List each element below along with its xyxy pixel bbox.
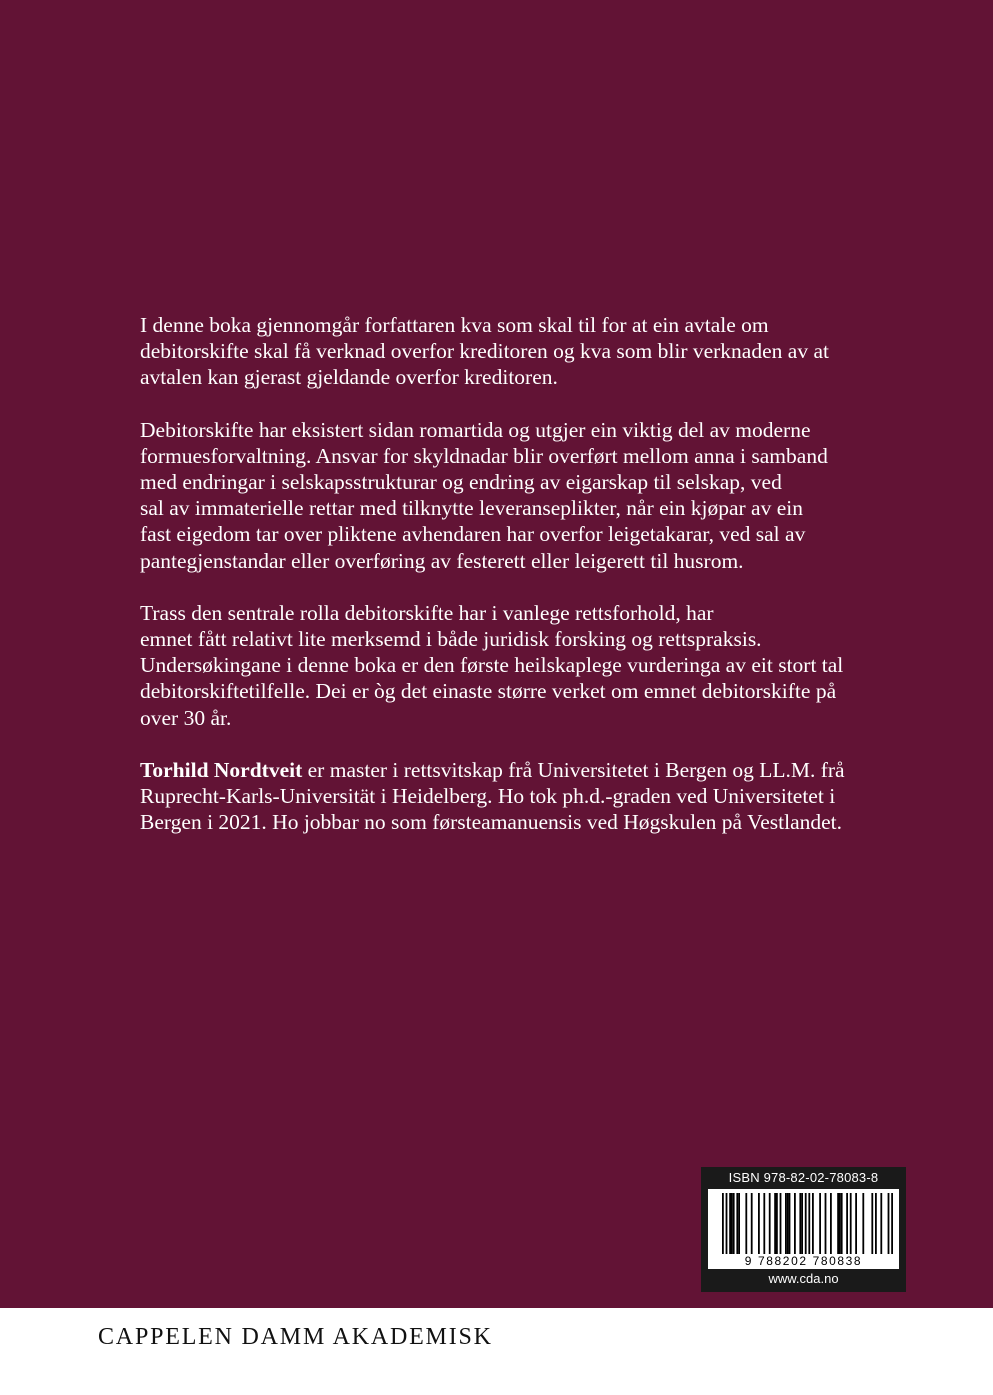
text-line [140, 757, 880, 783]
text-line: formuesforvaltning. Ansvar for skyldnadar blir overført mellom anna i samband [140, 443, 828, 468]
barcode-bar [846, 1193, 848, 1255]
barcode-bar [850, 1193, 852, 1255]
barcode-bar [830, 1193, 832, 1255]
barcode-bar [738, 1193, 740, 1255]
barcode-bar [862, 1193, 864, 1255]
author-bio [140, 757, 880, 836]
text-line: Ruprecht-Karls-Universität i Heidelberg. Ho tok ph.d.-graden ved Universitetet i [140, 784, 836, 809]
barcode-bar [808, 1193, 810, 1263]
barcode-bar [776, 1193, 778, 1255]
barcode-bar [805, 1193, 807, 1263]
barcode-bar [780, 1193, 782, 1255]
barcode-bar [875, 1193, 877, 1255]
blurb-paragraph-3 [140, 600, 880, 731]
isbn-barcode-box [701, 1167, 906, 1292]
isbn-label: ISBN 978-82-02-78083-8 [728, 1170, 879, 1185]
barcode-bar [745, 1193, 747, 1255]
barcode-bar [794, 1193, 796, 1255]
barcode-bar [763, 1193, 765, 1255]
barcode-digits: 9 788202 780838 [708, 1254, 899, 1269]
text-line: Trass den sentrale rolla debitorskifte har i vanlege rettsforhold, har [140, 600, 714, 625]
barcode-bar [736, 1193, 738, 1255]
barcode-bar [722, 1193, 724, 1263]
text-line: Debitorskifte har eksistert sidan romartida og utgjer ein viktig del av moderne [140, 417, 811, 442]
blurb-paragraph-2 [140, 417, 880, 574]
blurb-paragraph-1 [140, 312, 880, 391]
text-line: over 30 år. [140, 705, 232, 730]
text-line: emnet fått relativt lite merksemd i både juridisk forsking og rettspraksis. [140, 627, 762, 652]
text-line: med endringar i selskapsstrukturar og endring av eigarskap til selskap, ved [140, 470, 782, 495]
barcode-bar [839, 1193, 841, 1255]
text-line: debitorskifte skal få verknad overfor kreditoren og kva som blir verknaden av at [140, 339, 829, 364]
barcode-bar [733, 1193, 735, 1255]
barcode-bar [769, 1193, 771, 1255]
barcode-bar [888, 1193, 890, 1263]
barcode-bar [855, 1193, 857, 1255]
barcode-bar [871, 1193, 873, 1255]
barcode-bar [785, 1193, 787, 1255]
barcode-bar [801, 1193, 803, 1255]
author-bio-text: er master i rettsvitskap frå Universitetet i Bergen og LL.M. frå [302, 757, 845, 782]
text-line: Bergen i 2021. Ho jobbar no som førsteamanuensis ved Høgskulen på Vestlandet. [140, 810, 843, 835]
barcode-bar [751, 1193, 753, 1255]
text-line: sal av immaterielle rettar med tilknytte leveranseplikter, når ein kjøpar av ein [140, 496, 803, 521]
text-line: I denne boka gjennomgår forfattaren kva som skal til for at ein avtale om [140, 313, 769, 337]
barcode-bar [891, 1193, 893, 1263]
text-line: pantegjenstandar eller overføring av festerett eller leigerett til husrom. [140, 548, 744, 573]
barcode-bar [758, 1193, 760, 1255]
barcode-bar [787, 1193, 789, 1255]
barcode-bar [812, 1193, 814, 1255]
barcode-bar [731, 1193, 733, 1255]
author-name: Torhild Nordtveit [140, 757, 303, 782]
barcode-bar [726, 1193, 728, 1263]
blurb-text [140, 312, 880, 861]
publisher-url: www.cda.no [768, 1271, 839, 1286]
barcode-bar [841, 1193, 843, 1255]
barcode-bar [825, 1193, 827, 1255]
barcode-bar [799, 1193, 801, 1255]
text-line: fast eigedom tar over pliktene avhendaren har overfor leigetakarar, ved sal av [140, 522, 806, 547]
barcode-bar [789, 1193, 791, 1255]
barcode [708, 1189, 899, 1269]
text-line: Undersøkingane i denne boka er den første heilskaplege vurderinga av eit stort tal [140, 653, 844, 678]
barcode-bar [729, 1193, 731, 1255]
barcode-bar [819, 1193, 821, 1255]
publisher-logo: CAPPELEN DAMM AKADEMISK [98, 1324, 493, 1350]
text-line: avtalen kan gjerast gjeldande overfor kreditoren. [140, 365, 558, 390]
barcode-bar [774, 1193, 776, 1255]
text-line: debitorskiftetilfelle. Dei er òg det einaste større verket om emnet debitorskifte på [140, 679, 837, 704]
barcode-bar [880, 1193, 882, 1255]
barcode-bar [837, 1193, 839, 1255]
